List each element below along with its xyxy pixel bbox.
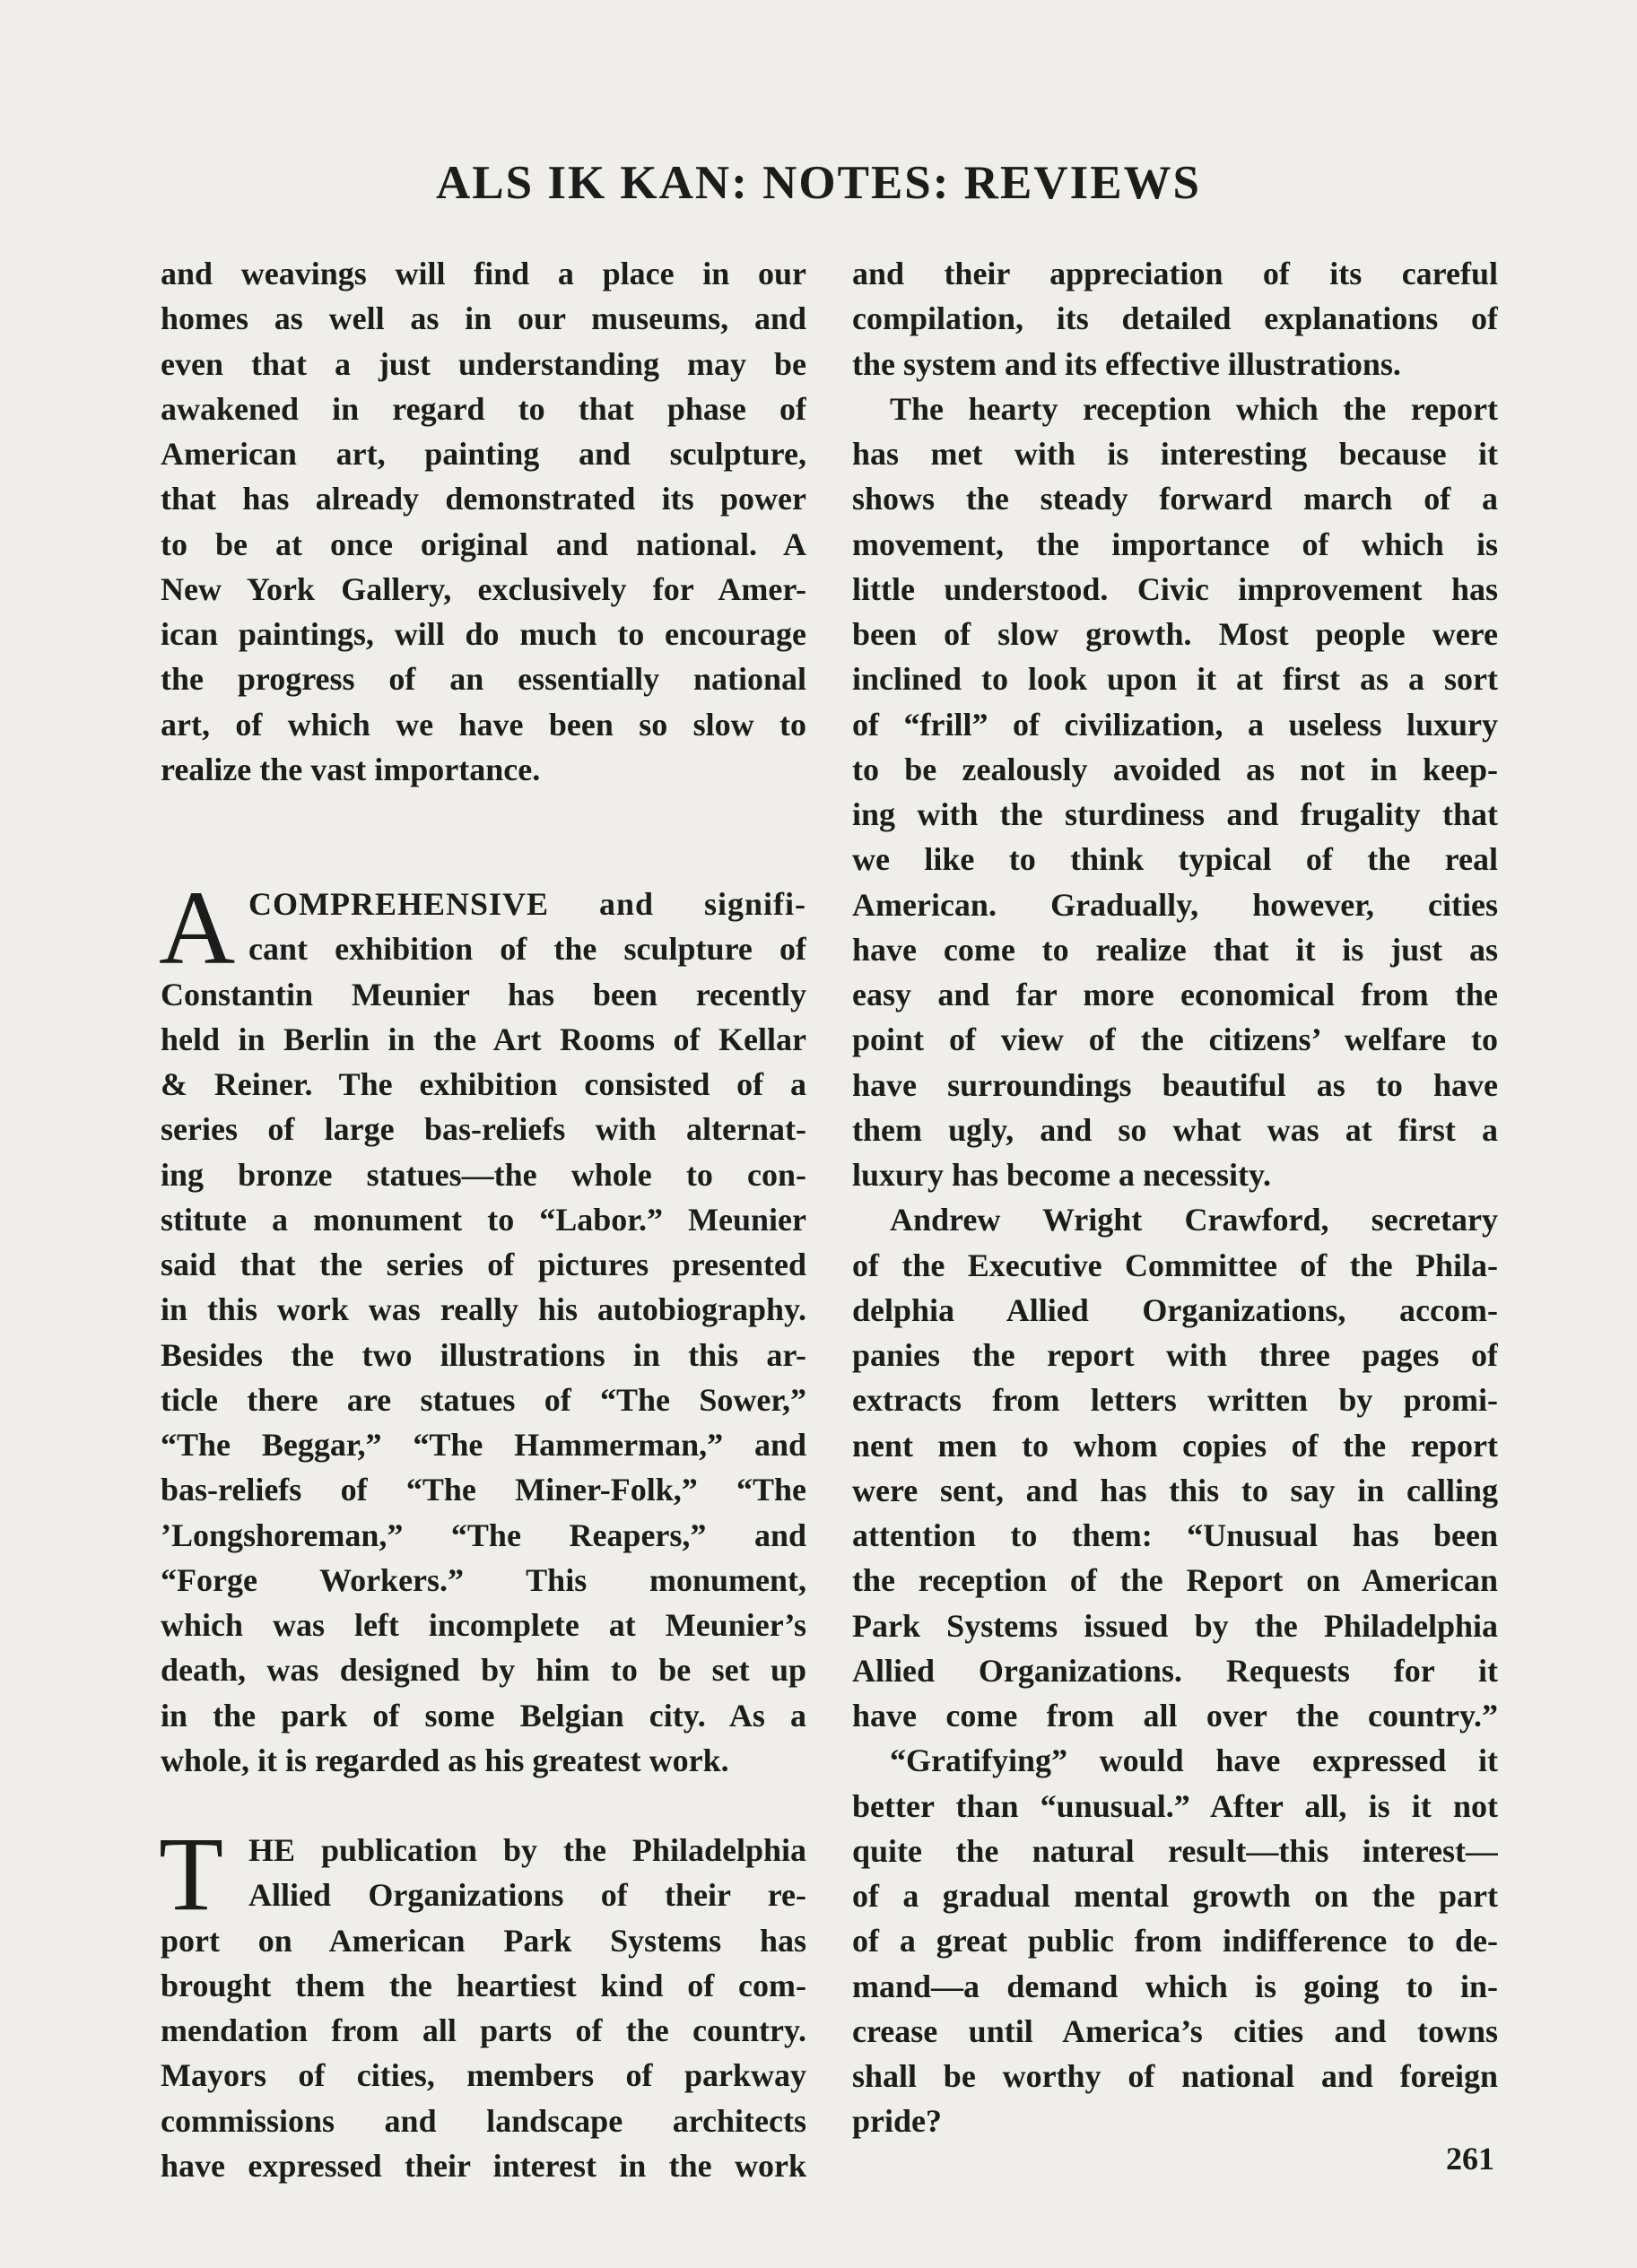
text-line: have come from all over the country.” [852, 1698, 1498, 1734]
text-line: delphia Allied Organizations, accom- [852, 1291, 1498, 1328]
right-column [852, 251, 1498, 2144]
text-line: easy and far more economical from the [852, 977, 1498, 1012]
text-line: been of slow growth. Most people were [852, 616, 1498, 652]
text-line: compilation, its detailed explanations of [852, 300, 1498, 337]
text-line: New York Gallery, exclusively for Amer- [161, 570, 806, 607]
text-line: in this work was really his autobiography. [161, 1291, 806, 1328]
paragraph-crawford [852, 1197, 1498, 1738]
paragraph-appreciation [852, 251, 1498, 387]
text-line: awakened in regard to that phase of [161, 390, 806, 427]
text-line: of the Executive Committee of the Phila- [852, 1247, 1498, 1283]
text-line: to be zealously avoided as not in keep- [852, 751, 1498, 787]
text-line: Park Systems issued by the Philadelphia [852, 1607, 1498, 1644]
text-line: American. Gradually, however, cities [852, 886, 1498, 923]
text-line: of a great public from indifference to de- [852, 1923, 1498, 1960]
text-line: mendation from all parts of the country. [161, 2012, 806, 2048]
text-line: bas-reliefs of “The Miner-Folk,” “The [161, 1472, 806, 1508]
text-line: the reception of the Report on American [852, 1562, 1498, 1599]
text-line: Allied Organizations. Requests for it [852, 1652, 1498, 1689]
text-line: has met with is interesting because it [852, 436, 1498, 472]
text-line: extracts from letters written by promi- [852, 1382, 1498, 1419]
text-line: have surroundings beautiful as to have [852, 1066, 1498, 1103]
text-line: point of view of the citizens’ welfare to [852, 1021, 1498, 1058]
text-line: death, was designed by him to be set up [161, 1652, 806, 1689]
text-line: ’Longshoreman,” “The Reapers,” and [161, 1516, 806, 1553]
text-line: the progress of an essentially national [161, 661, 806, 698]
text-line: better than “unusual.” After all, is it not [852, 1787, 1498, 1824]
section-park-report [159, 1815, 806, 2188]
section-gap [161, 1783, 806, 1828]
text-line: of a gradual mental growth on the part [852, 1878, 1498, 1914]
page-number: 261 [1446, 2141, 1494, 2177]
text-line: Besides the two illustrations in this ar- [161, 1336, 806, 1373]
text-line: shows the steady forward march of a [852, 481, 1498, 517]
text-line: the system and its effective illustrations. [852, 345, 1401, 382]
text-line: COMPREHENSIVE and signifi- [248, 886, 806, 922]
text-line: Constantin Meunier has been recently [161, 976, 806, 1012]
text-line: have come to realize that it is just as [852, 931, 1498, 968]
paragraph-weavings [161, 251, 806, 792]
text-line: which was left incomplete at Meunier’s [161, 1607, 806, 1643]
text-line: even that a just understanding may be [161, 345, 806, 382]
text-line: movement, the importance of which is [852, 526, 1498, 562]
text-line: series of large bas-reliefs with alternat- [161, 1111, 806, 1148]
text-line: “Gratifying” would have expressed it [890, 1742, 1498, 1779]
text-line: in the park of some Belgian city. As a [161, 1697, 806, 1734]
text-line: “Forge Workers.” This monument, [161, 1561, 806, 1598]
text-line: crease until America’s cities and towns [852, 2012, 1498, 2049]
text-line: whole, it is regarded as his greatest work. [161, 1742, 729, 1778]
text-line: said that the series of pictures presented [161, 1247, 806, 1282]
paragraph-reception [852, 387, 1498, 1198]
text-line: that has already demonstrated its power [161, 481, 806, 517]
text-line: we like to think typical of the real [852, 841, 1498, 878]
text-line: The hearty reception which the report [890, 390, 1498, 427]
text-line: pride? [852, 2103, 943, 2140]
text-line: brought them the heartiest kind of com- [161, 1967, 806, 2003]
text-line: Andrew Wright Crawford, secretary [890, 1202, 1498, 1238]
text-line: port on American Park Systems has [161, 1922, 806, 1959]
text-line: ing with the sturdiness and frugality that [852, 796, 1498, 832]
drop-cap: T [159, 1815, 224, 1933]
text-line: stitute a monument to “Labor.” Meunier [161, 1201, 806, 1238]
text-line: American art, painting and sculpture, [161, 436, 806, 472]
text-line: have expressed their interest in the work [161, 2147, 806, 2184]
text-line: ican paintings, will do much to encourage [161, 616, 806, 652]
text-line: quite the natural result—this interest— [852, 1832, 1498, 1869]
text-line: of “frill” of civilization, a useless luxury [852, 706, 1498, 743]
text-line: ticle there are statues of “The Sower,” [161, 1381, 806, 1418]
text-line: ing bronze statues—the whole to con- [161, 1156, 806, 1193]
text-line: and weavings will find a place in our [161, 256, 806, 291]
text-line: “The Beggar,” “The Hammerman,” and [161, 1427, 806, 1463]
text-line: shall be worthy of national and foreign [852, 2058, 1498, 2094]
text-line: art, of which we have been so slow to [161, 706, 806, 743]
text-line: to be at once original and national. A [161, 526, 806, 562]
paragraph-gratifying [852, 1738, 1498, 2143]
text-line: realize the vast importance. [161, 751, 541, 787]
text-line: HE publication by the Philadelphia [248, 1832, 806, 1868]
text-line: them ugly, and so what was at first a [852, 1111, 1498, 1148]
text-line: little understood. Civic improvement has [852, 570, 1498, 607]
text-line: held in Berlin in the Art Rooms of Kellar [161, 1021, 806, 1057]
text-line: Mayors of cities, members of parkway [161, 2057, 806, 2094]
text-line: and their appreciation of its careful [852, 256, 1498, 291]
text-line: nent men to whom copies of the report [852, 1427, 1498, 1464]
text-line: cant exhibition of the sculpture of [248, 931, 806, 968]
section-gap [161, 792, 806, 882]
running-head: ALS IK KAN: NOTES: REVIEWS [435, 157, 1202, 209]
text-line: were sent, and has this to say in calling [852, 1472, 1498, 1508]
text-line: luxury has become a necessity. [852, 1157, 1271, 1193]
text-line: Allied Organizations of their re- [248, 1877, 806, 1914]
text-line: & Reiner. The exhibition consisted of a [161, 1066, 806, 1102]
drop-cap: A [159, 869, 236, 986]
section-meunier [159, 869, 806, 1783]
left-column [161, 251, 806, 2188]
text-line: attention to them: “Unusual has been [852, 1517, 1498, 1553]
text-line: commissions and landscape architects [161, 2102, 806, 2139]
text-line: mand—a demand which is going to in- [852, 1968, 1498, 2004]
text-line: homes as well as in our museums, and [161, 300, 806, 337]
text-line: panies the report with three pages of [852, 1337, 1498, 1373]
text-line: inclined to look upon it at first as a sort [852, 661, 1498, 698]
